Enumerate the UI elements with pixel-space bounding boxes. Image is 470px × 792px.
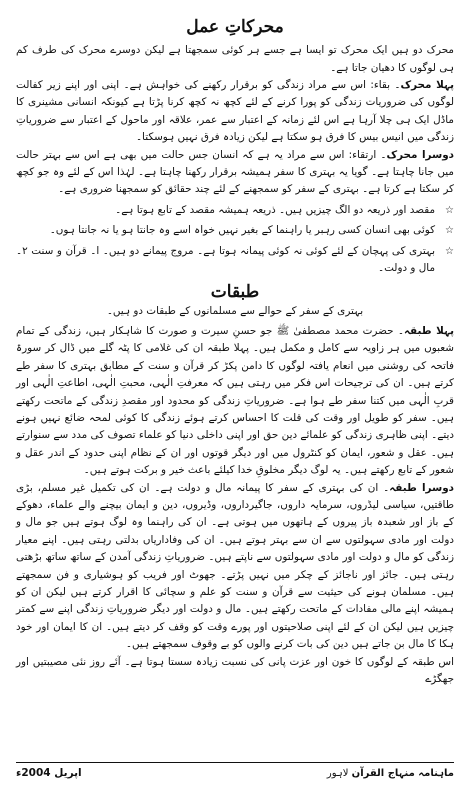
second-class-paragraph [16, 480, 454, 654]
second-class-text: ۔ ان کی بہتری کے سفر کا پیمانہ مال و دولت ہے۔ ان کی تکمیل غیر مسلم، بڑی طاقتیں، سیاسی لیڈروں، سرمایہ داروں، جاگیرداروں، وڈیروں، دین و ایمان بیچنے والے علماء، دھوکے کے باز اور شعبدہ باز پیروں کے ہاتھوں میں ہوتی ہے۔ ان کی راہنما وہ لوگ ہوتے ہیں جو مال و دولت اور مادی سہولتوں سے ان سے بہتر ہوتے ہیں۔ ان کی وفاداریاں بدلتی رہتی ہیں۔ اپنے معیار زندگی کو مال و دولت اور مادی سہولتوں سے ناپتے ہیں۔ ضروریاتِ زندگی آمدن کے ساتھ ساتھ بڑھتی رہتی ہیں۔ جائز اور ناجائز کے چکر میں نہیں پڑتے۔ جھوٹ اور فریب کو ہوشیاری و فن سمجھتے ہیں۔ مسلمان ہونے کی حیثیت سے قرآن و سنت کو علم و سچائی کا اقرار کرتے ہیں لیکن ان کو ہمیشہ اپنے مالی مفادات کے ماتحت رکھتے ہیں۔ مال و دولت اور دیگر ضروریاتِ زندگی اپنے سے کمتر چیزیں ہیں لیکن ان کے لئے اپنی صلاحیتوں اور پورے وقت کو وقف کر دیتے ہیں۔ ان کا ایمان اور خود ہکا کا مال بن جاتے ہیں دین کی بات کرنے والوں کو بے وقوف سمجھتے ہیں۔ [16, 481, 454, 651]
first-class-text: ۔ حضرت محمد مصطفیٰ ﷺ جو حسنِ سیرت و صورت کا شاہکار ہیں، زندگی کے تمام شعبوں میں ہر زاویہ سے کامل و مکمل ہیں۔ پہلا طبقہ ان کی غلامی کا پٹہ گلے میں ڈال کر سورۃ فاتحہ کی روشنی میں انعام یافتہ لوگوں کا دامن پکڑ کر قرآن و سنت کے مطابق بہتری کا سفر طے کرتے ہیں۔ ان کی ترجیحات اس فکر میں رہتی ہیں کہ معرفتِ الٰہی، محبتِ الٰہی، اطاعتِ الٰہی اور قربِ الٰہی میں کتنا سفر طے ہوا ہے۔ ضروریاتِ زندگی کو محدود اور مقصدِ زندگی کے ماتحت رکھتے ہیں۔ سفر کو طویل اور وقت کی قلت کا احساس کرتے ہوئے زندگی کا کوئی لمحہ ضائع نہیں ہونے دیتے۔ اپنی ظاہری زندگی کو علمائے دین حق اور اپنی داخلی دنیا کو علماء تصوف کی مدد سے سنوارتے ہیں۔ عقل و شعور، ایمان کو کنٹرول میں اور دیگر قوتوں اور ان کے نظام اپنی حدود کے اندر عقل و شعور کے تابع رکھتے ہیں۔ یہ لوگ دیگر مخلوقِ خدا کیلئے باعث خیر و برکت ہوتے ہیں۔ [16, 324, 454, 477]
page-footer [16, 762, 454, 779]
first-motive-lead: پہلا محرک [400, 78, 454, 91]
list-item [16, 202, 454, 219]
list-item-text: مقصد اور ذریعہ دو الگ چیزیں ہیں۔ ذریعہ ہمیشہ مقصد کے تابع ہوتا ہے۔ [115, 203, 436, 216]
issue-date: اپریل 2004ء [16, 767, 82, 779]
star-icon: ☆ [445, 204, 454, 216]
list-item [16, 243, 454, 278]
first-class-paragraph [16, 323, 454, 480]
closing-paragraph: اس طبقہ کے لوگوں کا خون اور عزت پانی کی نسبت زیادہ سستا ہوتا ہے۔ آئے روز نئی مصیبتیں اور جھگڑے [16, 655, 454, 685]
facts-list [16, 202, 454, 278]
first-motive-text: ۔ بقاء: اس سے مراد زندگی کو برقرار رکھنے کی خواہش ہے۔ اپنی اور اپنے زیر کفالت لوگوں کی ضروریات زندگی کو پورا کرنے کے لئے کچھ نہ کچھ کرنا پڑتا ہے کیونکہ انسانی مشینری کا ماڈل ایک ہی چلا آرہا ہے اس لئے زمانہ کے اعتبار سے عمر، علاقہ اور ماحول کے اعتبار سے ضروریاتِ زندگی میں انیس بیس کا فرق ہو سکتا ہے لیکن زیادہ فرق نہیں ہوسکتا۔ [16, 78, 454, 144]
list-item [16, 222, 454, 239]
classes-subnote: بہتری کے سفر کے حوالے سے مسلمانوں کے طبقات دو ہیں۔ [106, 305, 364, 318]
first-motive-paragraph [16, 77, 454, 147]
second-class-lead: دوسرا طبقہ [389, 481, 454, 494]
second-motive-text: ۔ ارتقاء: اس سے مراد یہ ہے کہ انسان جس حالت میں بھی ہے اس سے بہتر حالت میں جانا چاہتا ہے۔ گویا یہ بہتری کا سفر ہمیشہ برقرار رکھنا چاہتا ہے۔ لہٰذا اس کے لئے وہ جو کچھ کر سکتا ہے کرتا ہے۔ بہتری کے سفر کو سمجھنے کے لئے چند حقائق کو سمجھنا ضروری ہے۔ [16, 148, 454, 196]
section-title-classes: طبقات [210, 282, 260, 303]
intro-paragraph: محرک دو ہیں ایک محرک تو ایسا ہے جسے ہر کوئی سمجھتا ہے لیکن دوسرے محرک کی طرف کم ہی لوگوں کا دھیان جاتا ہے۔ [16, 44, 454, 74]
first-class-lead: پہلا طبقہ [403, 324, 454, 337]
section-title-motives: محرکاتِ عمل [186, 17, 284, 37]
magazine-city: لاہور [326, 768, 349, 779]
magazine-name: ماہنامہ منہاج القرآن [351, 768, 454, 779]
star-icon: ☆ [445, 245, 454, 257]
list-item-text: کوئی بھی انسان کسی رہبر یا راہنما کے بغیر نہیں خواہ اسے وہ جانتا ہو یا نہ جانتا ہوں۔ [49, 224, 436, 237]
second-motive-paragraph [16, 147, 454, 199]
list-item-text: بہتری کی پہچان کے لئے کوئی نہ کوئی پیمانہ ہوتا ہے۔ مروج پیمانے دو ہیں۔ ا۔ قرآن و سنت ۲۔ مال و دولت۔ [16, 244, 436, 274]
footer-magazine [327, 768, 454, 779]
star-icon: ☆ [445, 225, 454, 237]
second-motive-lead: دوسرا محرک [386, 148, 454, 161]
